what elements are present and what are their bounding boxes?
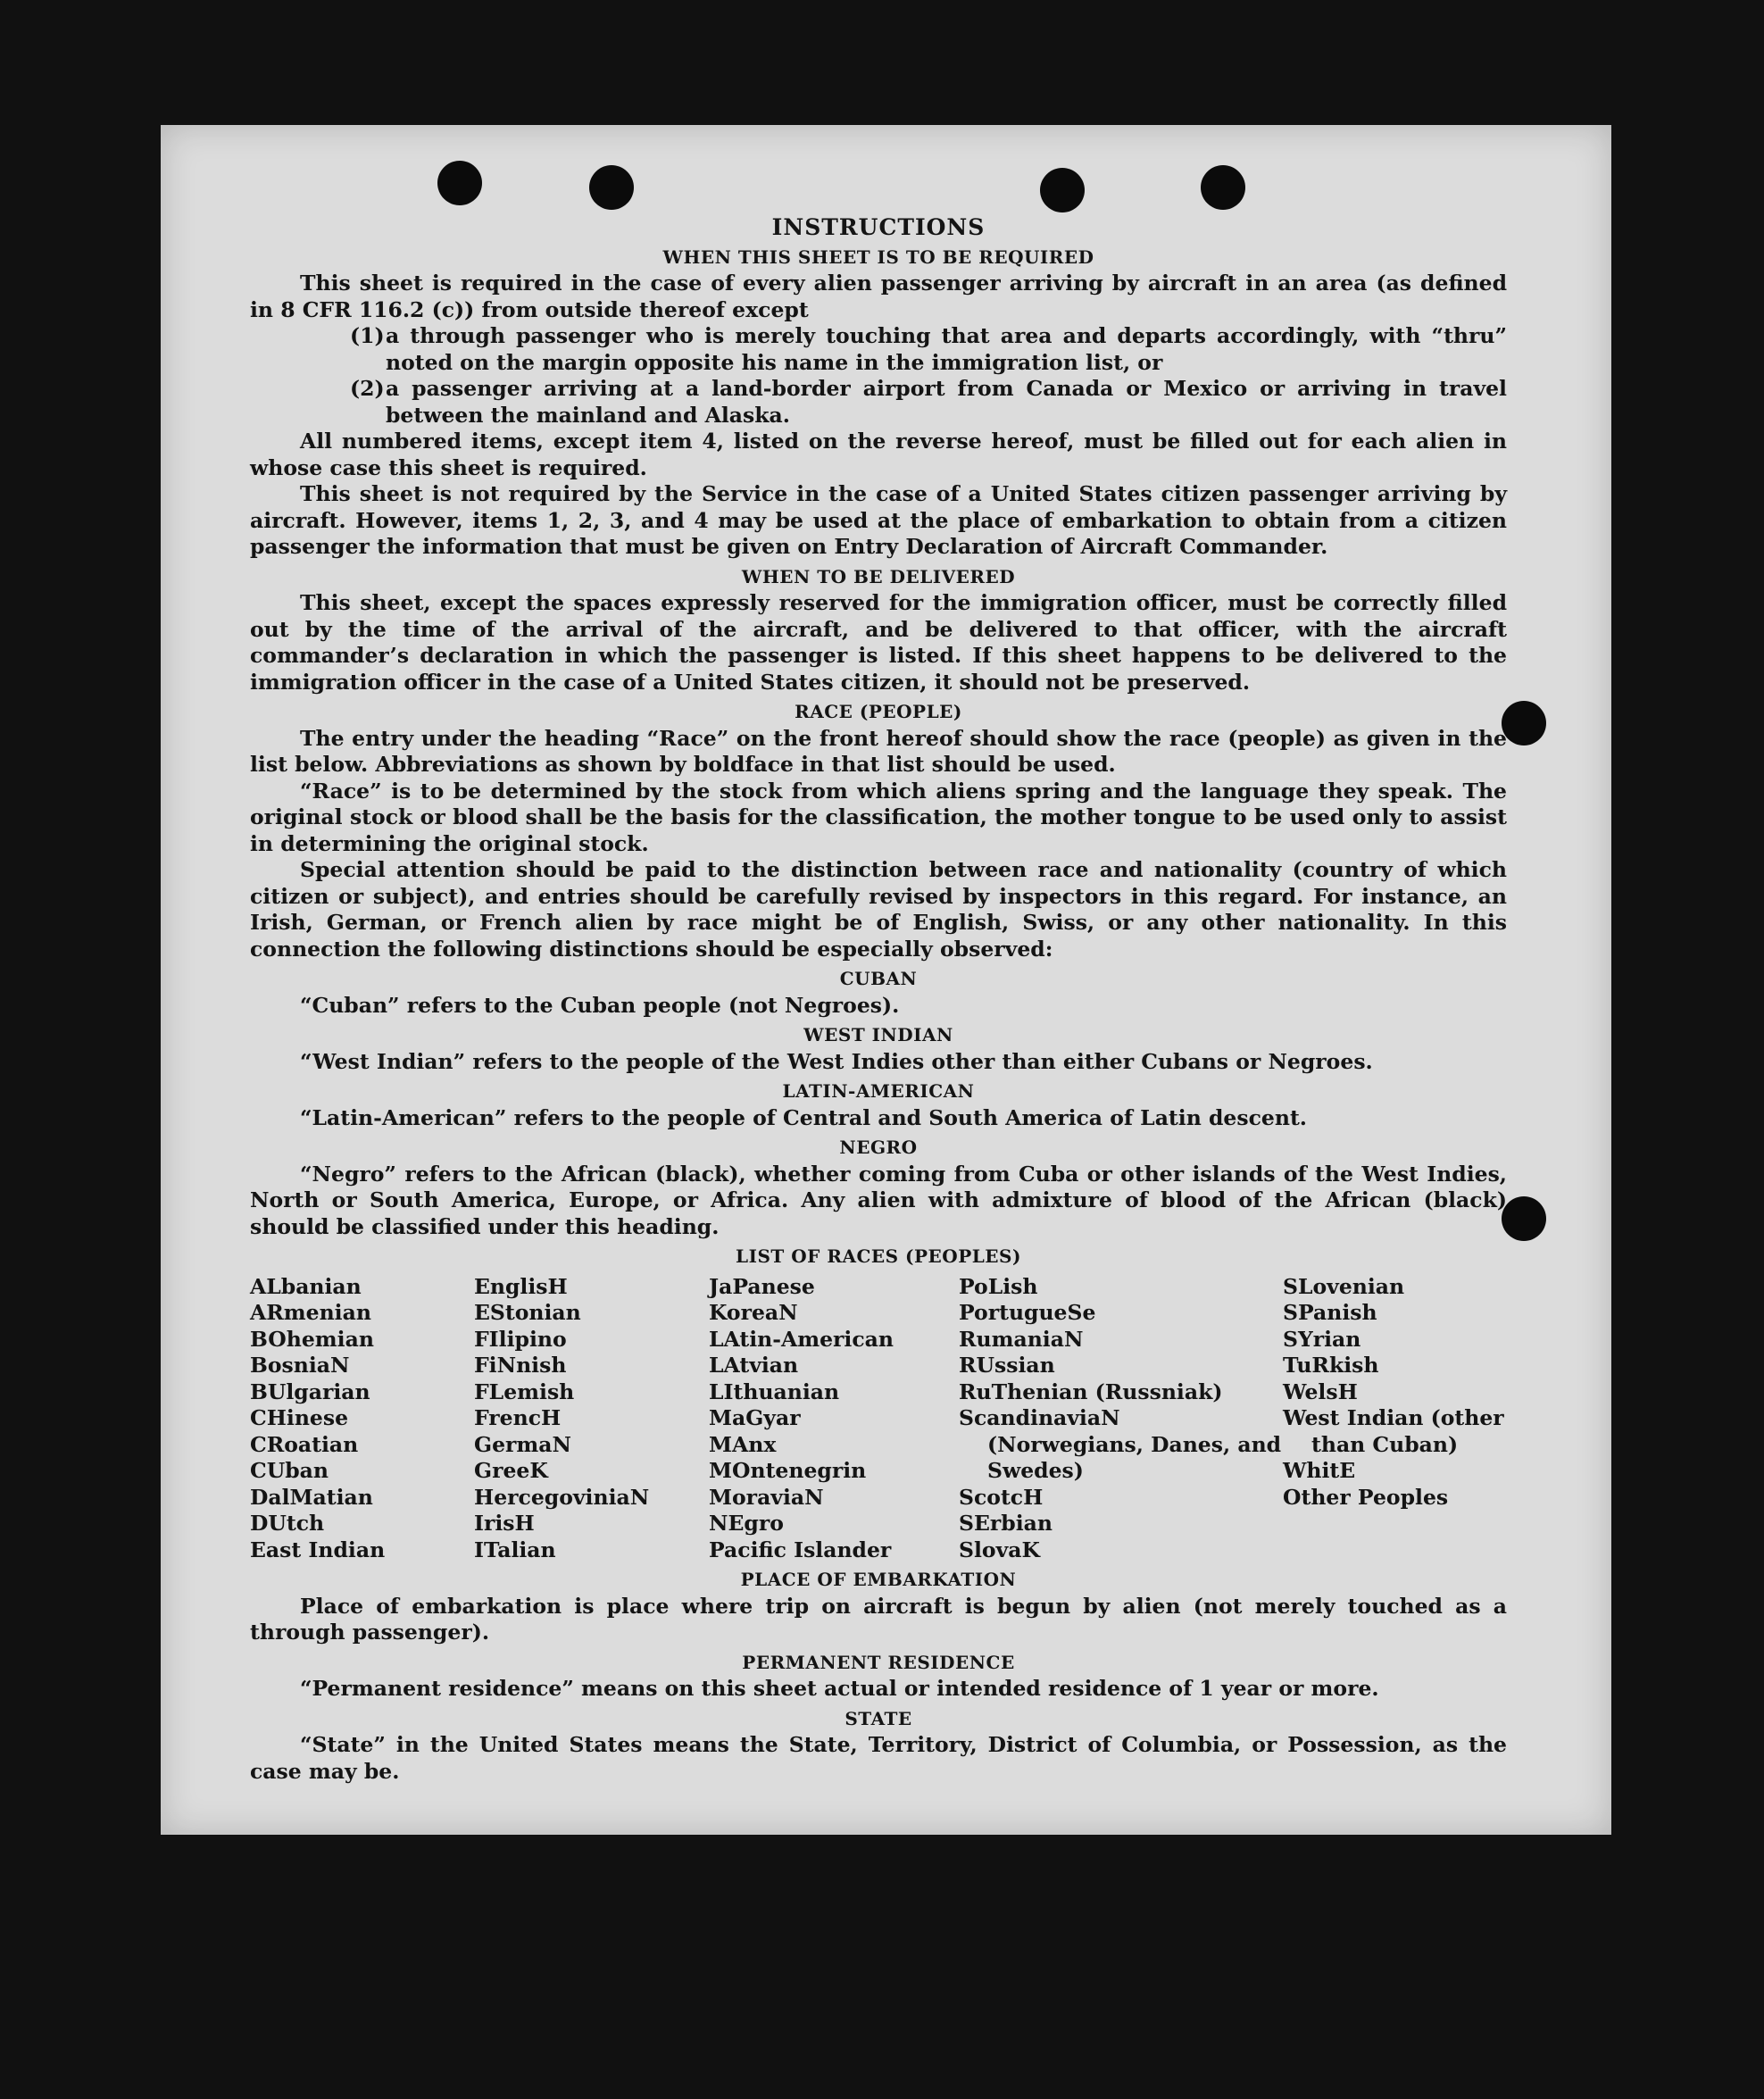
race-entry: SErbian xyxy=(959,1511,1053,1536)
race-entry: ITalian xyxy=(474,1537,556,1562)
race-entry: GreeK xyxy=(474,1458,548,1483)
race-entry: TuRkish xyxy=(1283,1353,1379,1378)
race-entry: DUtch xyxy=(250,1511,325,1536)
section-heading-cuban: CUBAN xyxy=(839,968,918,989)
race-entry: Other Peoples xyxy=(1283,1484,1449,1510)
race-entry: SLovenian xyxy=(1283,1273,1405,1299)
race-entry: WelsH xyxy=(1283,1379,1358,1404)
race-entry: CRoatian xyxy=(250,1431,359,1457)
race-entry: JaPanese xyxy=(709,1273,815,1299)
punch-hole xyxy=(1502,1196,1546,1241)
race-entry: ScotcH xyxy=(959,1484,1044,1510)
race-entry: NEgro xyxy=(709,1511,784,1536)
section-heading-west-indian: WEST INDIAN xyxy=(803,1024,953,1045)
section-heading-negro: NEGRO xyxy=(839,1137,918,1158)
race-entry: BUlgarian xyxy=(250,1379,370,1404)
races-list xyxy=(250,1274,1507,1564)
section-heading-when-required: WHEN THIS SHEET IS TO BE REQUIRED xyxy=(662,246,1094,268)
section-heading-residence: PERMANENT RESIDENCE xyxy=(742,1651,1015,1673)
race-entry: GermaN xyxy=(474,1431,571,1457)
race-entry: MoraviaN xyxy=(709,1484,824,1510)
section-heading-state: STATE xyxy=(845,1707,912,1729)
when-delivered-text: This sheet, except the spaces expressly reserved for the immigration officer, must be correctly filled out by the time of the arrival of the aircraft, and be delivered to that officer, with the aircraft commander’s declaration in which the passenger is listed. If this sheet happens to be delivered to the immigration officer in the case of a United States citizen, it should not be preserved. xyxy=(250,590,1507,695)
race-entry: FLemish xyxy=(474,1379,575,1404)
punch-hole xyxy=(1502,701,1546,745)
race-entry: LAtin-American xyxy=(709,1326,894,1352)
race-entry: MaGyar xyxy=(709,1405,801,1430)
race-entry: FrencH xyxy=(474,1405,562,1430)
exception-item xyxy=(350,323,1507,376)
race-entry: EStonian xyxy=(474,1300,581,1325)
races-column xyxy=(959,1274,1283,1564)
race-entry: ScandinaviaN (Norwegians, Danes, and Swedes) xyxy=(959,1405,1282,1483)
race-entry: RuThenian (Russniak) xyxy=(959,1379,1223,1404)
embarkation-text: Place of embarkation is place where trip on aircraft is begun by alien (not merely touched as a through passenger). xyxy=(250,1593,1507,1645)
cuban-text: “Cuban” refers to the Cuban people (not Negroes). xyxy=(300,992,900,1018)
document-sheet xyxy=(161,125,1611,1835)
races-column xyxy=(474,1274,709,1564)
race-entry: DalMatian xyxy=(250,1484,373,1510)
race-entry: BOhemian xyxy=(250,1326,374,1352)
numbered-items-paragraph: All numbered items, except item 4, listed on the reverse hereof, must be filled out for each alien in whose case this sheet is required. xyxy=(250,429,1507,480)
race-entry: West Indian (other than Cuban) xyxy=(1283,1405,1504,1457)
section-heading-when-delivered: WHEN TO BE DELIVERED xyxy=(741,565,1016,587)
section-heading-races-list: LIST OF RACES (PEOPLES) xyxy=(736,1245,1021,1267)
race-entry: ARmenian xyxy=(250,1300,371,1325)
punch-hole xyxy=(589,165,634,210)
race-entry: East Indian xyxy=(250,1537,386,1562)
citizen-paragraph: This sheet is not required by the Service in the case of a United States citizen passenger arriving by aircraft. However, items 1, 2, 3, and 4 may be used at the place of embarkation to obtain from a citizen passenger the information that must be given on Entry Declaration of Aircraft Commander. xyxy=(250,481,1507,559)
item-text: a passenger arriving at a land-border airport from Canada or Mexico or arriving in travel between the mainland and Alaska. xyxy=(386,376,1507,428)
race-entry: FiNnish xyxy=(474,1353,567,1378)
races-column xyxy=(709,1274,959,1564)
section-heading-latin-american: LATIN-AMERICAN xyxy=(782,1080,975,1102)
race-paragraph: “Race” is to be determined by the stock from which aliens spring and the language they speak. The original stock or blood shall be the basis for the classification, the mother tongue to be used only to assist in determining the original stock. xyxy=(250,778,1507,856)
race-entry: WhitE xyxy=(1283,1458,1356,1483)
races-column xyxy=(1283,1274,1507,1564)
race-entry: BosniaN xyxy=(250,1353,350,1378)
race-paragraph: The entry under the heading “Race” on the front hereof should show the race (people) as given in the list below. Abbreviations as shown by boldface in that list should be used. xyxy=(250,725,1507,777)
punch-hole xyxy=(437,161,482,205)
race-entry: MAnx xyxy=(709,1431,777,1457)
state-text: “State” in the United States means the State, Territory, District of Columbia, or Possession, as the case may be. xyxy=(250,1732,1507,1784)
page-title: INSTRUCTIONS xyxy=(771,214,986,240)
instructions-body xyxy=(250,214,1507,1785)
race-entry: RumaniaN xyxy=(959,1326,1084,1352)
race-entry: EnglisH xyxy=(474,1273,568,1299)
race-entry: LIthuanian xyxy=(709,1379,840,1404)
exception-item xyxy=(350,376,1507,429)
race-entry: RUssian xyxy=(959,1353,1055,1378)
negro-text: “Negro” refers to the African (black), whether coming from Cuba or other islands of the West Indies, North or South America, Europe, or Africa. Any alien with admixture of blood of the African (black) should be classified under this heading. xyxy=(250,1161,1507,1239)
race-entry: HercegoviniaN xyxy=(474,1484,650,1510)
race-entry: KoreaN xyxy=(709,1300,798,1325)
punch-hole xyxy=(1201,165,1245,210)
race-entry: Pacific Islander xyxy=(709,1537,892,1562)
race-entry: ALbanian xyxy=(250,1273,362,1299)
race-entry: MOntenegrin xyxy=(709,1458,867,1483)
item-number: (2) xyxy=(350,376,385,401)
race-entry: PortugueSe xyxy=(959,1300,1096,1325)
race-entry: SPanish xyxy=(1283,1300,1377,1325)
race-entry: SYrian xyxy=(1283,1326,1361,1352)
when-required-intro: This sheet is required in the case of every alien passenger arriving by aircraft in an area (as defined in 8 CFR 116.2 (c)) from outside thereof except xyxy=(250,271,1507,322)
punch-hole xyxy=(1040,168,1085,212)
section-heading-race: RACE (PEOPLE) xyxy=(795,701,962,722)
race-entry: IrisH xyxy=(474,1511,535,1536)
item-number: (1) xyxy=(350,323,385,348)
latin-american-text: “Latin-American” refers to the people of Central and South America of Latin descent. xyxy=(300,1104,1307,1130)
races-column xyxy=(250,1274,474,1564)
west-indian-text: “West Indian” refers to the people of the West Indies other than either Cubans or Negroes. xyxy=(300,1048,1373,1074)
race-entry: SlovaK xyxy=(959,1537,1040,1562)
item-text: a through passenger who is merely touching that area and departs accordingly, with “thru” noted on the margin opposite his name in the immigration list, or xyxy=(386,323,1507,375)
race-entry: CHinese xyxy=(250,1405,349,1430)
race-entry: PoLish xyxy=(959,1273,1038,1299)
race-entry: LAtvian xyxy=(709,1353,799,1378)
section-heading-embarkation: PLACE OF EMBARKATION xyxy=(740,1569,1017,1590)
race-paragraph: Special attention should be paid to the distinction between race and nationality (country of which citizen or subject), and entries should be carefully revised by inspectors in this regard. For instance, an Irish, German, or French alien by race might be of English, Swiss, or any other nationality. In this connection the following distinctions should be especially observed: xyxy=(250,857,1507,962)
race-entry: CUban xyxy=(250,1458,329,1483)
race-entry: FIlipino xyxy=(474,1326,567,1352)
residence-text: “Permanent residence” means on this sheet actual or intended residence of 1 year or more. xyxy=(300,1676,1379,1701)
